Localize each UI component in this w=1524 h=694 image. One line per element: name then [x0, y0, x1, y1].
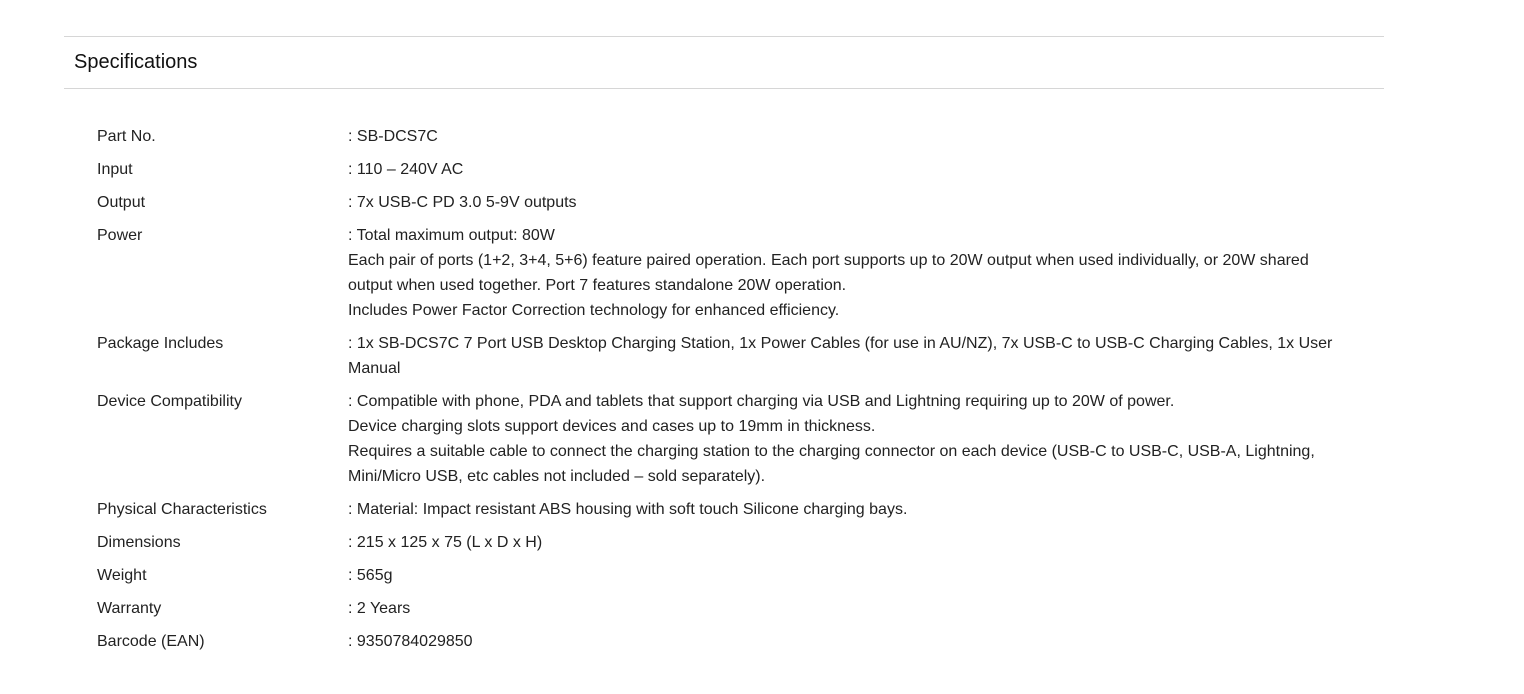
spec-label: Physical Characteristics	[97, 501, 267, 518]
spec-value	[348, 530, 1348, 555]
spec-label: Package Includes	[97, 335, 224, 352]
spec-value-line: : 110 – 240V AC	[348, 161, 464, 178]
spec-label: Power	[97, 227, 143, 244]
spec-value-line: : 215 x 125 x 75 (L x D x H)	[348, 534, 543, 551]
spec-value	[348, 629, 1348, 654]
spec-value-line: : 1x SB-DCS7C 7 Port USB Desktop Charging Station, 1x Power Cables (for use in AU/NZ), 7x USB-C to USB-C Charging Cables, 1x User Manual	[348, 335, 1333, 377]
spec-label: Warranty	[97, 600, 162, 617]
spec-row	[97, 629, 1357, 654]
spec-label: Dimensions	[97, 534, 181, 551]
spec-label: Weight	[97, 567, 147, 584]
spec-value-line: : 7x USB-C PD 3.0 5-9V outputs	[348, 194, 577, 211]
spec-value	[348, 157, 1348, 182]
spec-value-line: : Total maximum output: 80W	[348, 227, 555, 244]
spec-value-line: : Material: Impact resistant ABS housing with soft touch Silicone charging bays.	[348, 501, 908, 518]
spec-row	[97, 157, 1357, 182]
spec-row	[97, 389, 1357, 489]
spec-value-line: Device charging slots support devices and cases up to 19mm in thickness.	[348, 418, 876, 435]
spec-label: Barcode (EAN)	[97, 633, 205, 650]
spec-value-line: : 565g	[348, 567, 393, 584]
spec-value	[348, 596, 1348, 621]
spec-row	[97, 497, 1357, 522]
spec-table	[97, 124, 1357, 662]
spec-value	[348, 124, 1348, 149]
spec-row	[97, 124, 1357, 149]
spec-value	[348, 190, 1348, 215]
spec-row	[97, 563, 1357, 588]
spec-value-line: : 2 Years	[348, 600, 411, 617]
spec-row	[97, 596, 1357, 621]
spec-label: Output	[97, 194, 146, 211]
spec-row	[97, 530, 1357, 555]
spec-value-line: : 9350784029850	[348, 633, 473, 650]
section-header	[64, 36, 1384, 89]
spec-value	[348, 563, 1348, 588]
spec-value-line: : SB-DCS7C	[348, 128, 438, 145]
spec-row	[97, 331, 1357, 381]
spec-value	[348, 497, 1348, 522]
section-title: Specifications	[74, 51, 198, 73]
spec-label: Device Compatibility	[97, 393, 242, 410]
specifications-section	[64, 36, 1384, 650]
spec-label: Input	[97, 161, 133, 178]
spec-value	[348, 223, 1348, 323]
spec-value-line: Each pair of ports (1+2, 3+4, 5+6) feature paired operation. Each port supports up to 20W output when used individually, or 20W shared output when used together. Port 7 features standalone 20W operation.	[348, 252, 1309, 294]
spec-label: Part No.	[97, 128, 156, 145]
spec-value-line: : Compatible with phone, PDA and tablets that support charging via USB and Lightning requiring up to 20W of power.	[348, 393, 1175, 410]
spec-value-line: Requires a suitable cable to connect the charging station to the charging connector on each device (USB-C to USB-C, USB-A, Lightning, Mini/Micro USB, etc cables not included – sold separately).	[348, 443, 1315, 485]
spec-value	[348, 331, 1348, 381]
spec-row	[97, 223, 1357, 323]
spec-value-line: Includes Power Factor Correction technology for enhanced efficiency.	[348, 302, 840, 319]
spec-row	[97, 190, 1357, 215]
spec-value	[348, 389, 1348, 489]
